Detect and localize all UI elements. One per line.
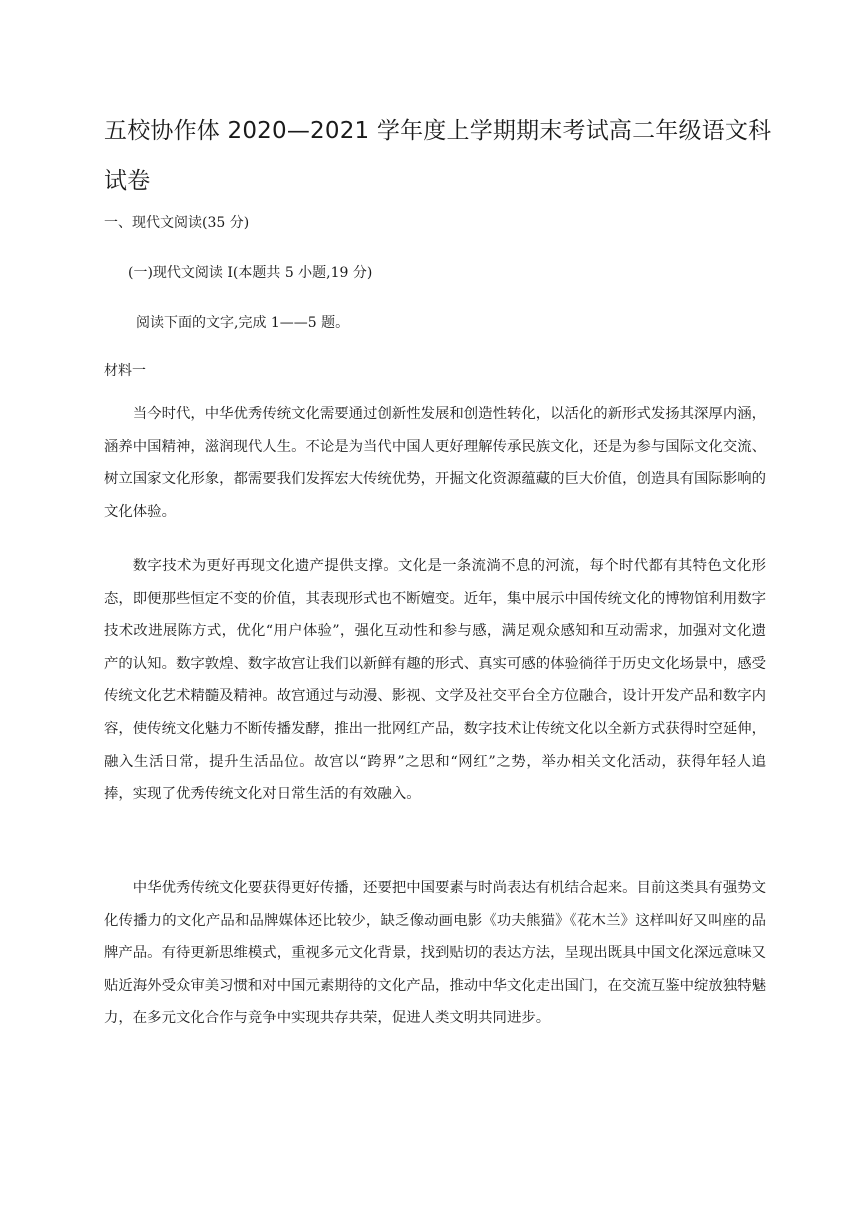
sub-section-heading: (一)现代文阅读 I(本题共 5 小题,19 分) (128, 265, 373, 281)
paragraph: 数字技术为更好再现文化遗产提供支撑。文化是一条流淌不息的河流，每个时代都有其特色文化形态，即便那些恒定不变的价值，其表现形式也不断嬗变。近年，集中展示中国传统文化的博物馆利用数字技术改进展陈方式，优化“用户体验”，强化互动性和参与感，满足观众感知和互动需求，加强对文化遗产的认知。数字敦煌、数字故宫让我们以新鲜有趣的形式、真实可感的体验徜徉于历史文化场景中，感受传统文化艺术精髓及精神。故宫通过与动漫、影视、文学及社交平台全方位融合，设计开发产品和数字内容，使传统文化魅力不断传播发酵，推出一批网红产品，数字技术让传统文化以全新方式获得时空延伸，融入生活日常，提升生活品位。故宫以“跨界”之思和“网红”之势，举办相关文化活动，获得年轻人追捧，实现了优秀传统文化对日常生活的有效融入。 (104, 558, 766, 803)
paragraph: 中华优秀传统文化要获得更好传播，还要把中国要素与时尚表达有机结合起来。目前这类具有强势文化传播力的文化产品和品牌媒体还比较少，缺乏像动画电影《功夫熊猫》《花木兰》这样叫好又叫座的品牌产品。有待更新思维模式，重视多元文化背景，找到贴切的表达方法，呈现出既具中国文化深远意味又贴近海外受众审美习惯和对中国元素期待的文化产品，推动中华文化走出国门，在交流互鉴中绽放独特魅力，在多元文化合作与竞争中实现共存共荣，促进人类文明共同进步。 (104, 880, 766, 1027)
paragraph: 当今时代，中华优秀传统文化需要通过创新性发展和创造性转化，以活化的新形式发扬其深厚内涵，涵养中国精神，滋润现代人生。不论是为当代中国人更好理解传承民族文化，还是为参与国际文化交流、树立国家文化形象，都需要我们发挥宏大传统优势，开掘文化资源蕴藏的巨大价值，创造具有国际影响的文化体验。 (104, 406, 766, 520)
exam-title: 五校协作体 2020—2021 学年度上学期期末考试高二年级语文科试卷 (104, 118, 772, 194)
section-heading: 一、现代文阅读(35 分) (104, 215, 250, 231)
material-label: 材料一 (104, 363, 146, 379)
reading-instruction: 阅读下面的文字,完成 1——5 题。 (136, 315, 350, 331)
